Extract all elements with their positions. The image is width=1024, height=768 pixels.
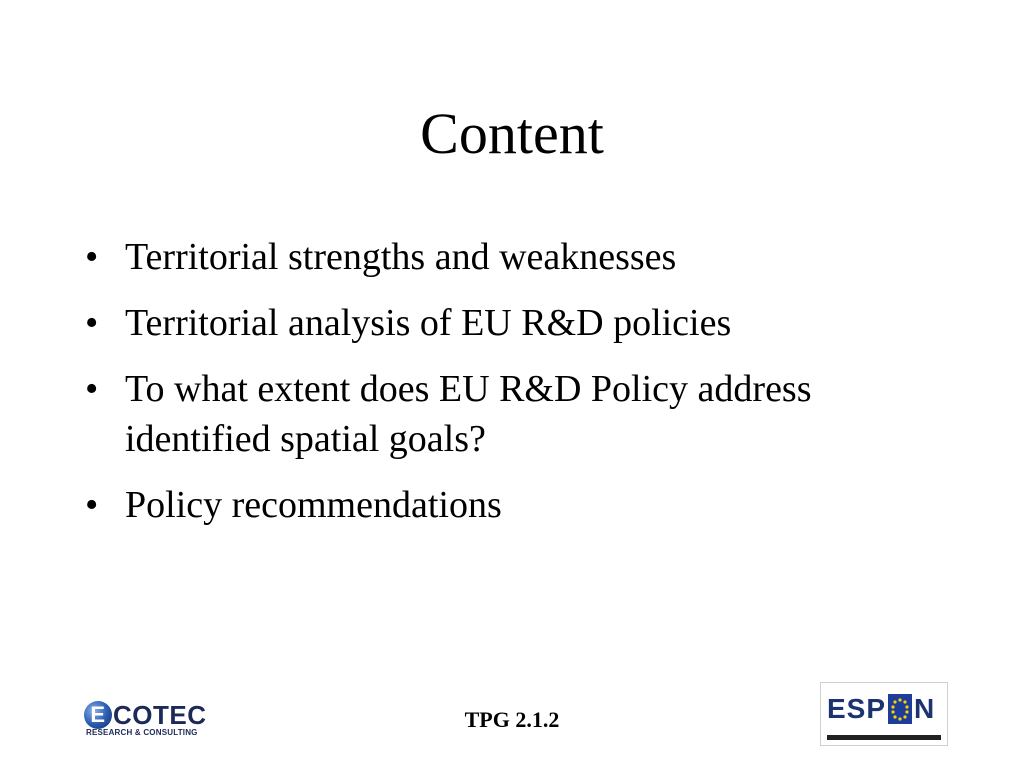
bullet-item	[85, 232, 945, 282]
bullet-dot-icon: •	[85, 484, 99, 526]
espon-logo	[820, 682, 948, 746]
bullet-item	[85, 298, 945, 348]
ecotec-tagline: RESEARCH & CONSULTING	[86, 728, 198, 737]
bullet-item	[85, 364, 945, 464]
espon-wordmark-left: ESP	[827, 693, 887, 724]
espon-wordmark	[827, 693, 935, 725]
espon-stars-icon	[888, 694, 912, 724]
bullet-dot-icon: •	[85, 368, 99, 410]
ecotec-logo	[84, 700, 214, 740]
bullet-text: To what extent does EU R&D Policy address identified spatial goals?	[125, 368, 812, 460]
bullet-item	[85, 480, 945, 530]
bullet-dot-icon: •	[85, 302, 99, 344]
espon-underline-bar	[827, 735, 941, 740]
slide-title: Content	[420, 101, 604, 166]
bullet-text: Territorial strengths and weaknesses	[125, 236, 677, 278]
footer-label: TPG 2.1.2	[464, 707, 560, 732]
bullet-list	[85, 232, 945, 546]
bullet-dot-icon: •	[85, 236, 99, 278]
espon-wordmark-right: N	[914, 693, 936, 724]
espon-star-circle-icon	[888, 694, 912, 724]
bullet-text: Policy recommendations	[125, 484, 502, 526]
ecotec-globe-icon: E	[84, 701, 112, 729]
bullet-text: Territorial analysis of EU R&D policies	[125, 302, 732, 344]
ecotec-wordmark	[84, 700, 207, 730]
ecotec-wordmark-rest: COTEC	[113, 700, 207, 730]
